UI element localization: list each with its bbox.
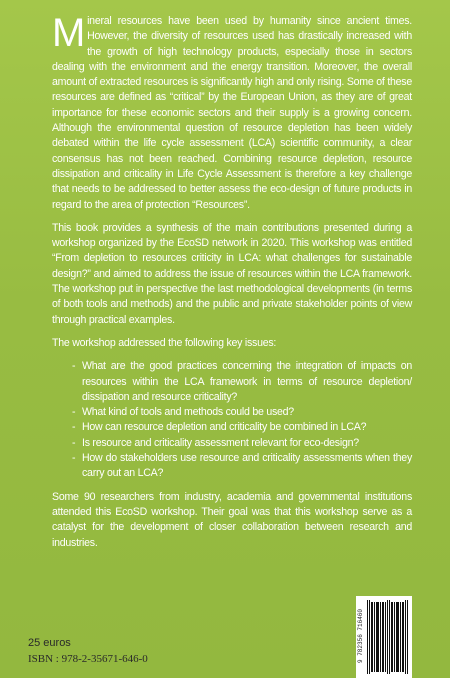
issues-intro: The workshop addressed the following key issues: [52, 336, 277, 349]
barcode-digits: 9 782356 716460 [357, 609, 364, 664]
list-item: - How do stakeholders use resource and criticality assessments when they carry out an LCA? [72, 451, 412, 482]
drop-cap: M [52, 11, 86, 55]
key-issues-list [52, 359, 412, 481]
back-cover-text [52, 11, 412, 559]
list-item: - What kind of tools and methods could be used? [72, 405, 412, 420]
closing-paragraph: Some 90 researchers from industry, academia and governmental institutions attended this EcoSD workshop. Their goal was that this workshop serve as a catalyst for the development of closer collaboration between research and industries. [52, 490, 412, 549]
list-item: - Is resource and criticality assessment relevant for eco-design? [72, 436, 412, 451]
synthesis-paragraph: This book provides a synthesis of the main contributions presented during a workshop organized by the EcoSD network in 2020. This workshop was entitled “From depletion to resources criticity in LCA: what challenges for sustainable design?” and aimed to address the issue of resources within the LCA framework. The workshop put in perspective the last methodological developments (in terms of both tools and methods) and the public and private stakeholder points of view through practical examples. [52, 221, 412, 326]
list-item: - What are the good practices concerning the integration of impacts on resources within the LCA framework in terms of resource depletion/ dissipation and resource criticality? [72, 359, 412, 405]
intro-paragraph [52, 11, 412, 213]
price-label: 25 euros [28, 637, 71, 649]
intro-text: ineral resources have been used by humanity since ancient times. However, the diversity of resources used has drastically increased with the growth of high technology products, especially those in sectors dealing with the environment and the energy transition. Moreover, the overall amount of extracted resources is significantly high and only rising. Some of these resources are defined as “critical” by the European Union, as they are of great importance for these economic sectors and their supply is a growing concern. Although the environmental question of resource depletion has been widely debated within the life cycle assessment (LCA) scientific community, a clear consensus has not been reached. Combining resource depletion, resource dissipation and criticality in Life Cycle Assessment is therefore a key challenge that needs to be addressed to better assess the eco-design of future products in regard to the area of protection “Resources”. [52, 15, 412, 211]
list-item: - How can resource depletion and criticality be combined in LCA? [72, 420, 412, 435]
isbn-label: ISBN : 978-2-35671-646-0 [28, 653, 148, 665]
